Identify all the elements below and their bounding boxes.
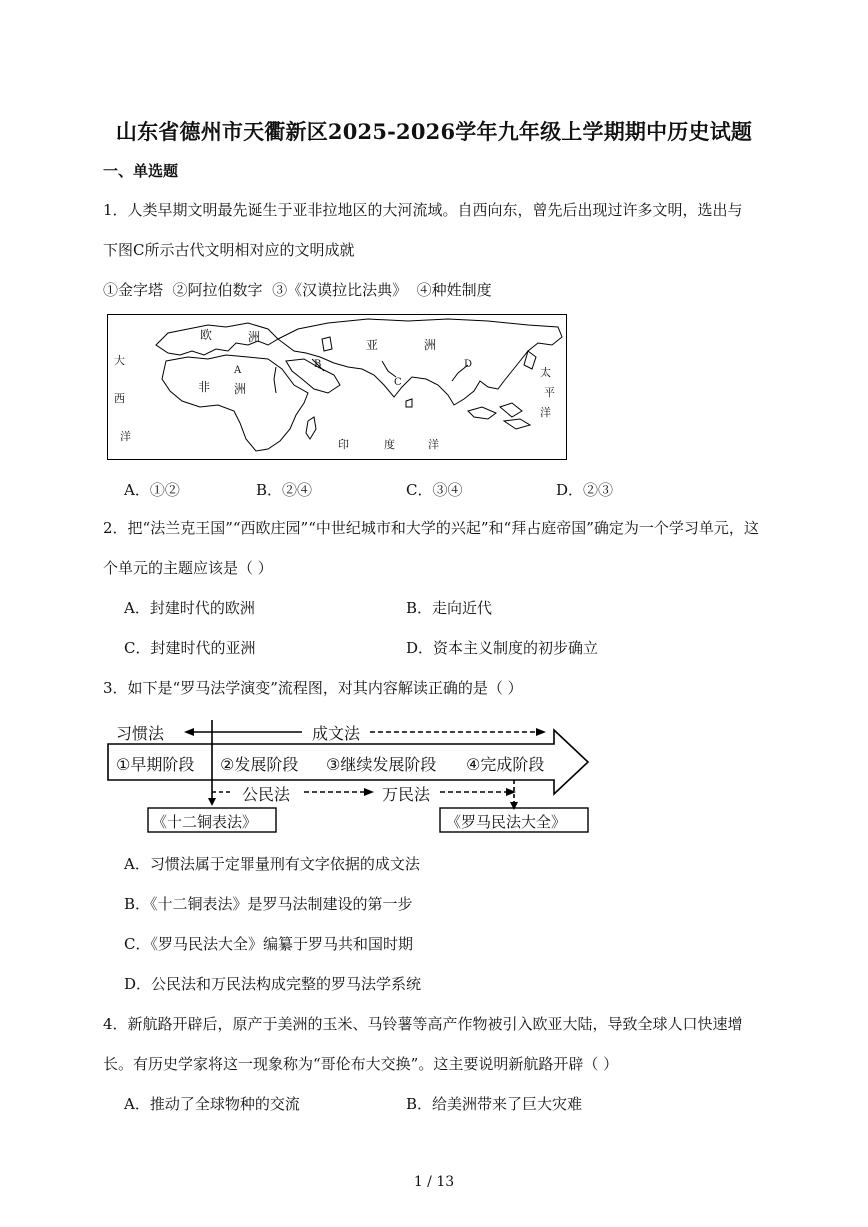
map-label-pacific-3: 洋	[540, 406, 551, 419]
map-label-atlantic-3: 洋	[120, 430, 131, 443]
question-1-items: ①金字塔 ②阿拉伯数字 ③《汉谟拉比法典》 ④种姓制度	[103, 281, 492, 299]
q1-option-d[interactable]: D．②③	[556, 481, 614, 499]
map-label-africa: 非	[198, 380, 211, 394]
question-1-line-1: 1．人类早期文明最先诞生于亚非拉地区的大河流域。自西向东，曾先后出现过许多文明，选出与	[103, 201, 743, 219]
question-2-line-1: 2．把“法兰克王国”“西欧庄园”“中世纪城市和大学的兴起”和“拜占庭帝国”确定为一个学习单元，这	[103, 519, 759, 537]
question-1-line-2: 下图C所示古代文明相对应的文明成就	[103, 241, 355, 259]
q3-option-b[interactable]: B．《十二铜表法》是罗马法制建设的第一步	[124, 895, 413, 913]
flow-twelve-tables: 《十二铜表法》	[152, 813, 258, 831]
q2-option-c[interactable]: C．封建时代的亚洲	[124, 639, 256, 657]
flow-stage-2: ②发展阶段	[220, 755, 299, 774]
q4-option-b[interactable]: B．给美洲带来了巨大灾难	[406, 1095, 583, 1113]
q3-option-a[interactable]: A．习惯法属于定罪量刑有文字依据的成文法	[124, 855, 420, 873]
world-map-figure	[107, 314, 567, 460]
question-3-line-1: 3．如下是“罗马法学演变”流程图，对其内容解读正确的是（ ）	[103, 679, 523, 697]
map-label-africa-2: 洲	[234, 382, 247, 396]
flow-habit-law: 习惯法	[116, 724, 165, 743]
map-marker-a: A	[234, 365, 242, 376]
map-label-pacific-1: 太	[540, 366, 551, 379]
q1-option-c[interactable]: C．③④	[406, 481, 463, 499]
q2-option-a[interactable]: A．封建时代的欧洲	[124, 599, 255, 617]
flow-law-of-nations: 万民法	[382, 785, 431, 804]
roman-law-flowchart	[106, 718, 592, 838]
question-2-line-2: 个单元的主题应该是（ ）	[103, 559, 273, 577]
map-label-indian-2: 度	[384, 438, 395, 451]
map-label-atlantic-1: 大	[114, 354, 125, 367]
map-marker-d: D	[464, 359, 473, 370]
flow-civil-law: 公民法	[242, 785, 291, 804]
q3-option-d[interactable]: D．公民法和万民法构成完整的罗马法学系统	[124, 975, 422, 993]
flow-stage-3: ③继续发展阶段	[326, 755, 437, 774]
question-4-line-2: 长。有历史学家将这一现象称为“哥伦布大交换”。这主要说明新航路开辟（ ）	[103, 1055, 619, 1073]
map-label-indian-1: 印	[338, 438, 349, 451]
map-label-europe-2: 洲	[248, 330, 261, 344]
flow-written-law: 成文法	[312, 724, 361, 743]
map-label-indian-3: 洋	[428, 438, 439, 451]
q3-option-c[interactable]: C．《罗马民法大全》编纂于罗马共和国时期	[124, 935, 413, 953]
map-label-atlantic-2: 西	[114, 392, 125, 405]
page-number: 1 / 13	[413, 1174, 455, 1190]
flow-stage-1: ①早期阶段	[116, 755, 195, 774]
map-label-asia: 亚	[366, 338, 379, 352]
map-label-pacific-2: 平	[544, 386, 555, 399]
q1-option-a[interactable]: A．①②	[124, 481, 180, 499]
map-marker-b: B	[314, 359, 322, 370]
q2-option-b[interactable]: B．走向近代	[406, 599, 493, 617]
q2-option-d[interactable]: D．资本主义制度的初步确立	[406, 639, 599, 657]
question-4-line-1: 4．新航路开辟后，原产于美洲的玉米、马铃薯等高产作物被引入欧亚大陆，导致全球人口快速增	[103, 1015, 743, 1033]
section-heading: 一、单选题	[103, 162, 179, 180]
flow-stage-4: ④完成阶段	[466, 755, 545, 774]
q1-option-b[interactable]: B．②④	[256, 481, 313, 499]
q4-option-a[interactable]: A．推动了全球物种的交流	[124, 1095, 300, 1113]
map-label-asia-2: 洲	[424, 338, 437, 352]
flow-corpus-juris: 《罗马民法大全》	[446, 813, 567, 831]
map-label-europe: 欧	[200, 328, 213, 342]
map-marker-c: C	[394, 377, 402, 388]
page-title: 山东省德州市天衢新区2025-2026学年九年级上学期期中历史试题	[115, 119, 753, 144]
map-outline	[108, 315, 565, 458]
